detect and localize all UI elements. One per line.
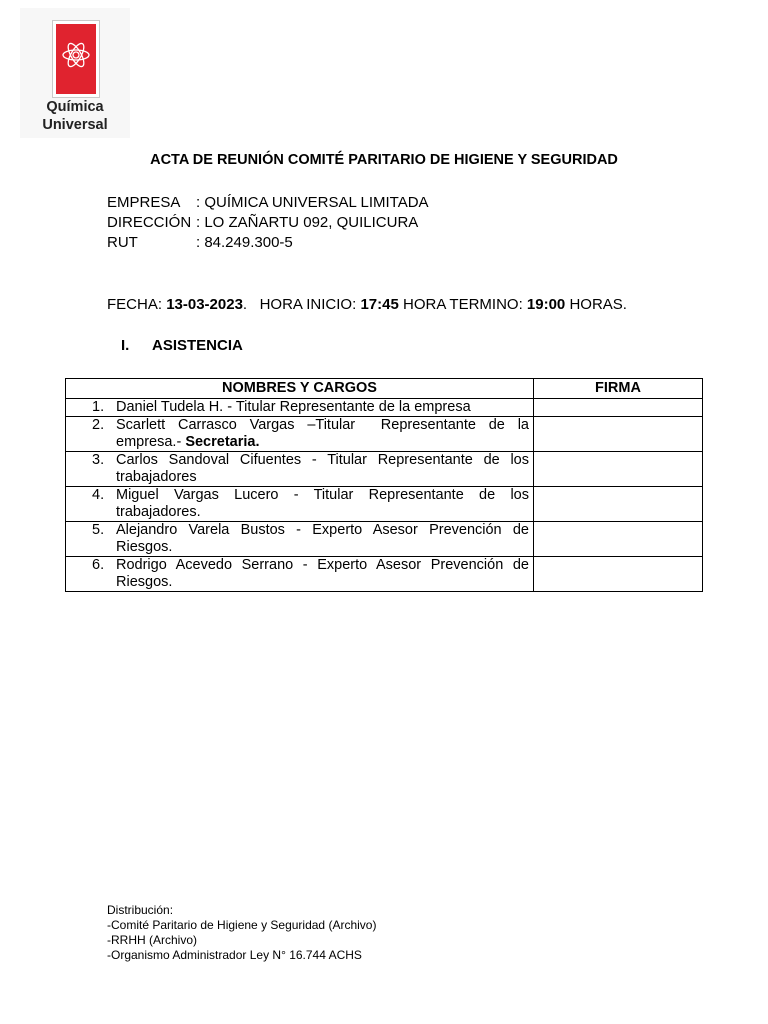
table-row (66, 522, 703, 557)
inicio-value: 17:45 (360, 296, 399, 313)
distribution-item: -Organismo Administrador Ley N° 16.744 ACHS (107, 948, 362, 962)
company-value: : QUÍMICA UNIVERSAL LIMITADA (196, 194, 429, 211)
attendee-role-bold: Secretaria. (185, 434, 260, 450)
distribution-item: -RRHH (Archivo) (107, 933, 197, 947)
attendee-cell (66, 452, 534, 487)
row-number: 1. (92, 399, 105, 415)
distribution-list (107, 903, 376, 963)
company-logo (20, 8, 130, 138)
attendee-cell (66, 557, 534, 592)
termino-value: 19:00 (526, 296, 566, 313)
logo-line-1: Química (46, 99, 104, 115)
atom-icon (56, 24, 96, 94)
row-number: 3. (92, 452, 105, 468)
company-value: : 84.249.300-5 (196, 234, 293, 251)
attendee-text: Miguel Vargas Lucero - Titular Representante de los trabajadores. (116, 487, 529, 520)
document-title: ACTA DE REUNIÓN COMITÉ PARITARIO DE HIGIENE Y SEGURIDAD (150, 152, 618, 168)
company-label: DIRECCIÓN (107, 214, 192, 231)
logo-line-2: Universal (42, 117, 108, 133)
section-number: I. (121, 337, 130, 354)
fecha-value: 13-03-2023 (166, 296, 243, 313)
section-title: ASISTENCIA (152, 337, 243, 354)
horas-suffix: HORAS. (565, 296, 627, 313)
row-number: 6. (92, 557, 105, 573)
attendee-cell (66, 417, 534, 452)
row-number: 4. (92, 487, 105, 503)
signature-cell (534, 399, 703, 417)
table-row (66, 399, 703, 417)
fecha-label: FECHA: (107, 296, 167, 313)
attendee-text: Daniel Tudela H. - Titular Representante de la empresa (116, 399, 471, 415)
table-row (66, 417, 703, 452)
distribution-heading: Distribución: (107, 903, 174, 917)
company-value: : LO ZAÑARTU 092, QUILICURA (196, 214, 419, 231)
attendee-cell (66, 399, 534, 417)
attendee-text: Alejandro Varela Bustos - Experto Asesor Prevención de Riesgos. (116, 522, 529, 555)
signature-cell (534, 487, 703, 522)
header-names: NOMBRES Y CARGOS (66, 379, 534, 399)
signature-cell (534, 522, 703, 557)
row-number: 5. (92, 522, 105, 538)
meeting-info (107, 296, 627, 313)
company-row-rut (107, 233, 293, 253)
attendee-text: Rodrigo Acevedo Serrano - Experto Asesor Prevención de Riesgos. (116, 557, 529, 590)
section-heading (121, 337, 243, 354)
signature-cell (534, 452, 703, 487)
table-header-row (66, 379, 703, 399)
header-signature: FIRMA (534, 379, 703, 399)
table-row (66, 452, 703, 487)
inicio-label: . HORA INICIO: (242, 296, 361, 313)
company-label: RUT (107, 234, 138, 251)
attendance-table (65, 378, 703, 592)
attendee-text: Scarlett Carrasco Vargas –Titular Representante de la empresa.- (116, 417, 534, 450)
signature-cell (534, 557, 703, 592)
company-row-direccion (107, 213, 418, 233)
attendee-cell (66, 487, 534, 522)
signature-cell (534, 417, 703, 452)
attendee-text: Carlos Sandoval Cifuentes - Titular Representante de los trabajadores (116, 452, 529, 485)
company-row-empresa (107, 193, 429, 213)
logo-text (20, 98, 130, 134)
company-label: EMPRESA (107, 194, 181, 211)
table-row (66, 557, 703, 592)
table-row (66, 487, 703, 522)
logo-frame (52, 20, 100, 98)
row-number: 2. (92, 417, 105, 433)
distribution-item: -Comité Paritario de Higiene y Seguridad (Archivo) (107, 918, 377, 932)
logo-emblem (56, 24, 96, 94)
termino-label: HORA TERMINO: (398, 296, 527, 313)
attendee-cell (66, 522, 534, 557)
